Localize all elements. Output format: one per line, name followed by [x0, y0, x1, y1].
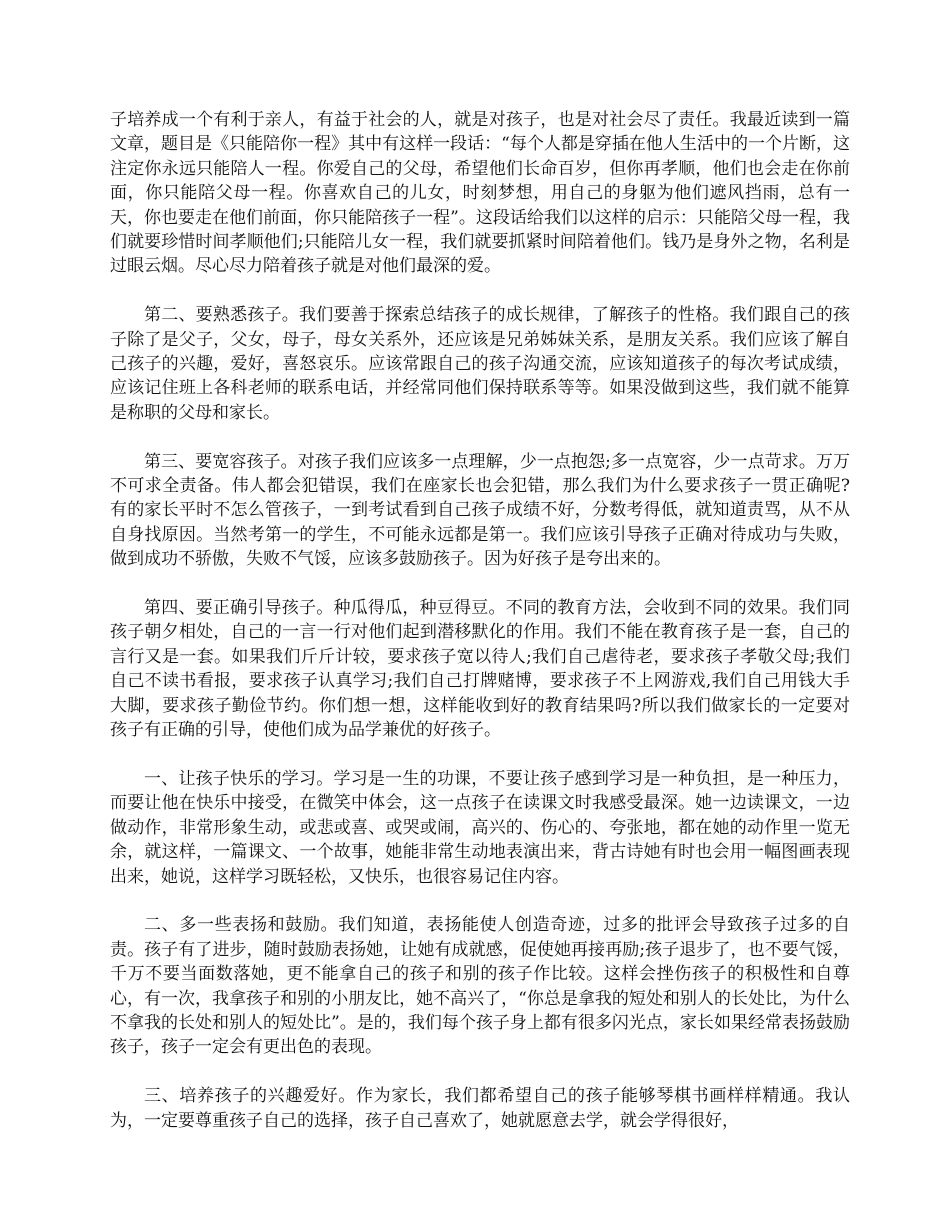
paragraph-guide-child: 第四、要正确引导孩子。种瓜得瓜，种豆得豆。不同的教育方法，会收到不同的效果。我们同孩子朝夕相处，自己的一言一行对他们起到潜移默化的作用。我们不能在教育孩子是一套，自己的言行又是一套。如果我们斤斤计较，要求孩子宽以待人;我们自己虐待老，要求孩子孝敬父母;我们自己不读书看报，要求孩子认真学习;我们自己打牌赌博，要求孩子不上网游戏,我们自己用钱大手大脚，要求孩子勤俭节约。你们想一想，这样能收到好的教育结果吗?所以我们做家长的一定要对孩子有正确的引导，使他们成为品学兼优的好孩子。 [110, 598, 850, 741]
paragraph-praise-encourage: 二、多一些表扬和鼓励。我们知道，表扬能使人创造奇迹，过多的批评会导致孩子过多的自责。孩子有了进步，随时鼓励表扬她，让她有成就感，促使她再接再励;孩子退步了，也不要气馁，千万不要当面数落她，更不能拿自己的孩子和别的孩子作比较。这样会挫伤孩子的积极性和自尊心，有一次，我拿孩子和别的小朋友比，她不高兴了，“你总是拿我的短处和别人的长处比，为什么不拿我的长处和别人的短处比”。是的，我们每个孩子身上都有很多闪光点，家长如果经常表扬鼓励孩子，孩子一定会有更出色的表现。 [110, 915, 850, 1058]
document-body [110, 108, 850, 1157]
paragraph-know-child: 第二、要熟悉孩子。我们要善于探索总结孩子的成长规律，了解孩子的性格。我们跟自己的孩子除了是父子，父女，母子，母女关系外，还应该是兄弟姊妹关系，是朋友关系。我们应该了解自己孩子的兴趣，爱好，喜怒哀乐。应该常跟自己的孩子沟通交流，应该知道孩子的每次考试成绩，应该记住班上各科老师的联系电话，并经常同他们保持联系等等。如果没做到这些，我们就不能算是称职的父母和家长。 [110, 305, 850, 423]
paragraph-happy-learning: 一、让孩子快乐的学习。学习是一生的功课，不要让孩子感到学习是一种负担，是一种压力，而要让他在快乐中接受，在微笑中体会，这一点孩子在读课文时我感受最深。她一边读课文，一边做动作，非常形象生动，或悲或喜、或哭或闹，高兴的、伤心的、夸张地，都在她的动作里一览无余，就这样，一篇课文、一个故事，她能非常生动地表演出来，背古诗她有时也会用一幅图画表现出来，她说，这样学习既轻松，又快乐，也很容易记住内容。 [110, 768, 850, 887]
paragraph-intro-continuation: 子培养成一个有利于亲人，有益于社会的人，就是对孩子，也是对社会尽了责任。我最近读到一篇文章，题目是《只能陪你一程》其中有这样一段话：“每个人都是穿插在他人生活中的一个片断，这注定你永远只能陪人一程。你爱自己的父母，希望他们长命百岁，但你再孝顺，他们也会走在你前面，你只能陪父母一程。你喜欢自己的儿女，时刻梦想，用自己的身躯为他们遮风挡雨，总有一天，你也要走在他们前面，你只能陪孩子一程”。这段话给我们以这样的启示：只能陪父母一程，我们就要珍惜时间孝顺他们;只能陪儿女一程，我们就要抓紧时间陪着他们。钱乃是身外之物，名利是过眼云烟。尽心尽力陪着孩子就是对他们最深的爱。 [110, 110, 850, 277]
paragraph-tolerate-child: 第三、要宽容孩子。对孩子我们应该多一点理解，少一点抱怨;多一点宽容，少一点苛求。万万不可求全责备。伟人都会犯错误，我们在座家长也会犯错，那么我们为什么要求孩子一贯正确呢?有的家长平时不怎么管孩子，一到考试看到自己孩子成绩不好，分数考得低，就知道责骂，从不从自身找原因。当然考第一的学生，不可能永远都是第一。我们应该引导孩子正确对待成功与失败，做到成功不骄傲，失败不气馁，应该多鼓励孩子。因为好孩子是夸出来的。 [110, 451, 850, 570]
paragraph-interests-hobbies: 三、培养孩子的兴趣爱好。作为家长，我们都希望自己的孩子能够琴棋书画样样精通。我认为，一定要尊重孩子自己的选择，孩子自己喜欢了，她就愿意去学，就会学得很好， [110, 1086, 850, 1131]
